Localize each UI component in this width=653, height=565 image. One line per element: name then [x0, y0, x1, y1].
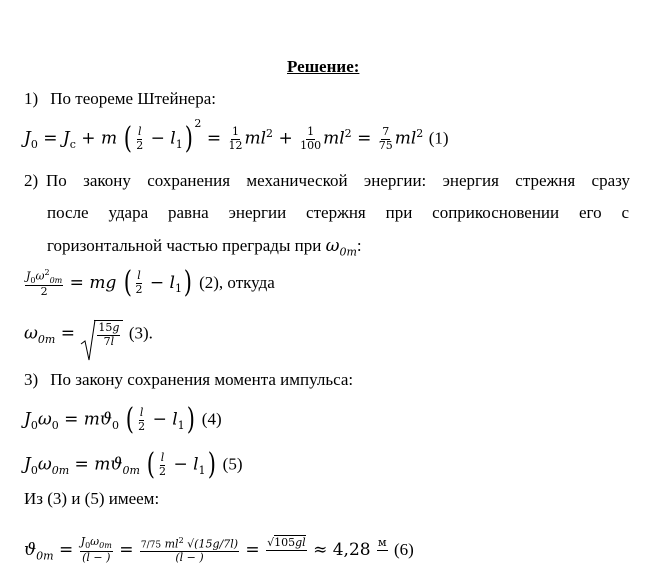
step-2-line-3: горизонтальной частью преграды при $\omega_{0m}$:: [47, 236, 362, 259]
equation-3-label: (3).: [128, 323, 153, 343]
equation-1-label: (1): [428, 128, 449, 148]
equation-2: $\frac{J_0\omega^2_{0m}}{2}$ = mg ( $\frac{l}{2}$ − $l_1$) (2), откуда: [26, 265, 275, 301]
equation-6-value: 4,28: [332, 539, 371, 560]
equation-6-label: (6): [393, 539, 414, 559]
equation-6: $ϑ_{0m}$ = $\frac{J_0\omega_{0m}}{(l - )}$ = $\frac{7/75 ml^2 √(15g/7l)}{(l - )}$ = √105gl ≈ 4,28 м (6): [24, 535, 414, 565]
step-2-text-3: горизонтальной частью преграды при: [47, 236, 322, 255]
equation-6-unit: м: [378, 536, 387, 550]
sqrt-symbol: $\frac{15g}{7l}$: [80, 320, 123, 348]
conclusion-intro: Из (3) и (5) имеем:: [24, 489, 160, 508]
page-title: Решение:: [287, 57, 360, 76]
step-1-number: 1): [24, 89, 39, 108]
step-3: [24, 371, 353, 388]
step-3-text: По закону сохранения момента импульса:: [50, 370, 354, 389]
equation-1: $J_0 = J_c + m$ ( $\frac{l}{2}$ − $l_1$) $^2$ = $\frac{1}{12}$ $ml^2$ + $\frac{1}{100}$ $ml^2$ = $\frac{7}{75}$ $ml^2$ (1): [24, 116, 449, 157]
step-2-line-2: после удара равна энергии стержня при соприкосновении его с: [47, 203, 629, 222]
equation-5-label: (5): [222, 454, 243, 474]
equation-5: $J_0\omega_{0m} = mϑ_{0m}$ ( $\frac{l}{2}$ − $l_1$) (5): [24, 447, 243, 483]
step-3-number: 3): [24, 370, 39, 389]
step-2-line-1: [24, 172, 630, 189]
equation-3: $\omega_{0m}$ = $\frac{15g}{7l}$ (3).: [24, 320, 153, 348]
step-2-text-1: По закону сохранения механической энергии: энергия стрежня сразу: [46, 171, 630, 190]
equation-2-label: (2), откуда: [199, 272, 275, 292]
step-1-text: По теореме Штейнера:: [50, 89, 216, 108]
equation-4: $J_0\omega_0 = mϑ_0$ ( $\frac{l}{2}$ − $l_1$) (4): [24, 402, 222, 438]
step-1: [24, 90, 216, 107]
equation-4-label: (4): [201, 409, 222, 429]
step-2-number: 2): [24, 171, 39, 190]
